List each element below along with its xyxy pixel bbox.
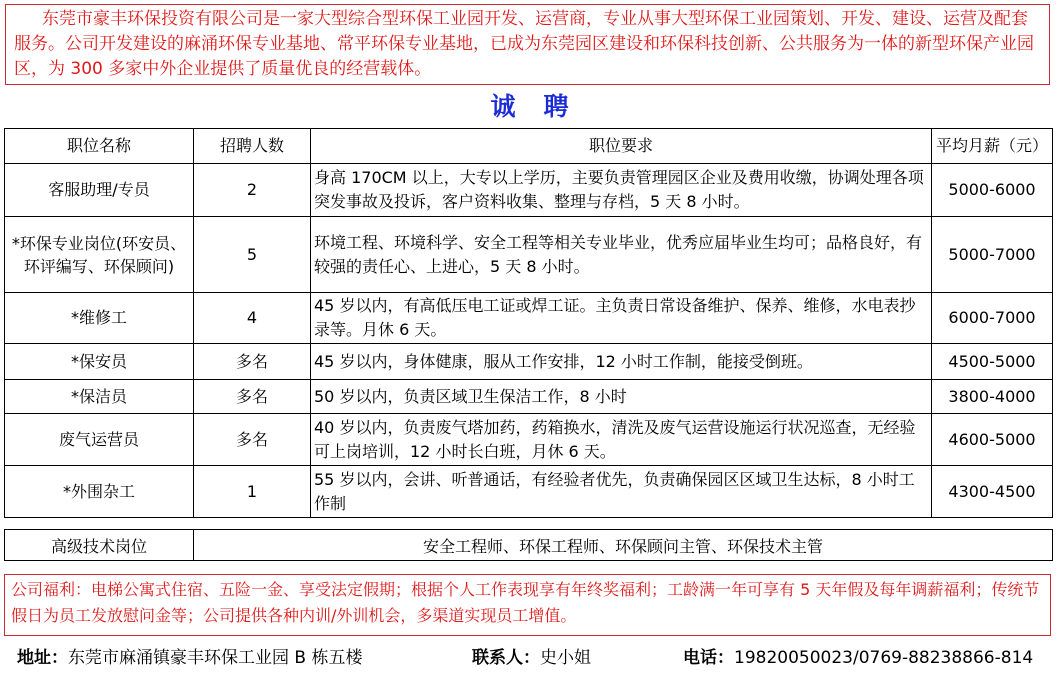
table-row (5, 530, 1053, 561)
contact-person (472, 645, 591, 671)
header-position: 职位名称 (5, 129, 194, 164)
requirements: 55 岁以内，会讲、听普通话，有经验者优先，负责确保园区区域卫生达标，8 小时工作制 (311, 466, 932, 518)
page-title: 诚聘 (490, 92, 597, 121)
hire-count: 5 (194, 217, 311, 293)
hire-count: 4 (194, 293, 311, 344)
table-row (5, 414, 1053, 466)
table-row (5, 164, 1053, 217)
requirements: 45 岁以内，有高低压电工证或焊工证。主负责日常设备维护、保养、维修，水电表抄录等。月休 6 天。 (311, 293, 932, 344)
position-name: *维修工 (5, 293, 194, 344)
requirements: 40 岁以内，负责废气塔加药，药箱换水，清洗及废气运营设施运行状况巡查，无经验可上岗培训，12 小时长白班，月休 6 天。 (311, 414, 932, 466)
header-count: 招聘人数 (194, 129, 311, 164)
requirements: 身高 170CM 以上，大专以上学历，主要负责管理园区企业及费用收缴，协调处理各项突发事故及投诉，客户资料收集、整理与存档，5 天 8 小时。 (311, 164, 932, 217)
requirements: 45 岁以内，身体健康，服从工作安排，12 小时工作制，能接受倒班。 (311, 344, 932, 380)
hire-count: 2 (194, 164, 311, 217)
salary: 4500-5000 (932, 344, 1053, 380)
table-header-row (5, 129, 1053, 164)
position-name: 客服助理/专员 (5, 164, 194, 217)
senior-positions: 安全工程师、环保工程师、环保顾问主管、环保技术主管 (194, 530, 1053, 561)
position-name: 废气运营员 (5, 414, 194, 466)
table-row (5, 293, 1053, 344)
salary: 4600-5000 (932, 414, 1053, 466)
table-row (5, 344, 1053, 380)
phone (683, 645, 1033, 671)
phone-label: 电话： (683, 648, 734, 668)
benefits-box: 公司福利：电梯公寓式住宿、五险一金、享受法定假期；根据个人工作表现享有年终奖福利；工龄满一年可享有 5 天年假及每年调薪福利；传统节假日为员工发放慰问金等；公司提供各种内训/外训机会，多渠道实现员工增值。 (4, 574, 1051, 636)
salary: 5000-6000 (932, 164, 1053, 217)
hire-count: 多名 (194, 380, 311, 414)
position-name: *保洁员 (5, 380, 194, 414)
salary: 6000-7000 (932, 293, 1053, 344)
hire-count: 多名 (194, 344, 311, 380)
requirements: 50 岁以内，负责区域卫生保洁工作，8 小时 (311, 380, 932, 414)
contact-label: 联系人： (472, 648, 540, 668)
contact-footer (0, 645, 1059, 671)
table-row (5, 217, 1053, 293)
table-row (5, 380, 1053, 414)
contact-value: 史小姐 (540, 648, 591, 668)
position-name: *保安员 (5, 344, 194, 380)
table-row (5, 466, 1053, 518)
header-salary: 平均月薪（元） (932, 129, 1053, 164)
hire-count: 1 (194, 466, 311, 518)
senior-label: 高级技术岗位 (5, 530, 194, 561)
senior-positions-table (4, 529, 1053, 561)
header-requirements: 职位要求 (311, 129, 932, 164)
salary: 3800-4000 (932, 380, 1053, 414)
address (17, 645, 362, 671)
phone-value: 19820050023/0769-88238866-814 (734, 648, 1034, 668)
salary: 5000-7000 (932, 217, 1053, 293)
job-table (4, 128, 1053, 518)
position-name: *环保专业岗位(环安员、环评编写、环保顾问) (5, 217, 194, 293)
salary: 4300-4500 (932, 466, 1053, 518)
requirements: 环境工程、环境科学、安全工程等相关专业毕业，优秀应届毕业生均可；品格良好，有较强的责任心、上进心，5 天 8 小时。 (311, 217, 932, 293)
company-intro: 东莞市豪丰环保投资有限公司是一家大型综合型环保工业园开发、运营商，专业从事大型环保工业园策划、开发、建设、运营及配套服务。公司开发建设的麻涌环保专业基地、常平环保专业基地，已成为东莞园区建设和环保科技创新、公共服务为一体的新型环保产业园区，为 300 多家中外企业提供了质量优良的经营载体。 (5, 4, 1050, 85)
address-value: 东莞市麻涌镇豪丰环保工业园 B 栋五楼 (68, 648, 363, 668)
position-name: *外围杂工 (5, 466, 194, 518)
hire-count: 多名 (194, 414, 311, 466)
address-label: 地址： (17, 648, 68, 668)
